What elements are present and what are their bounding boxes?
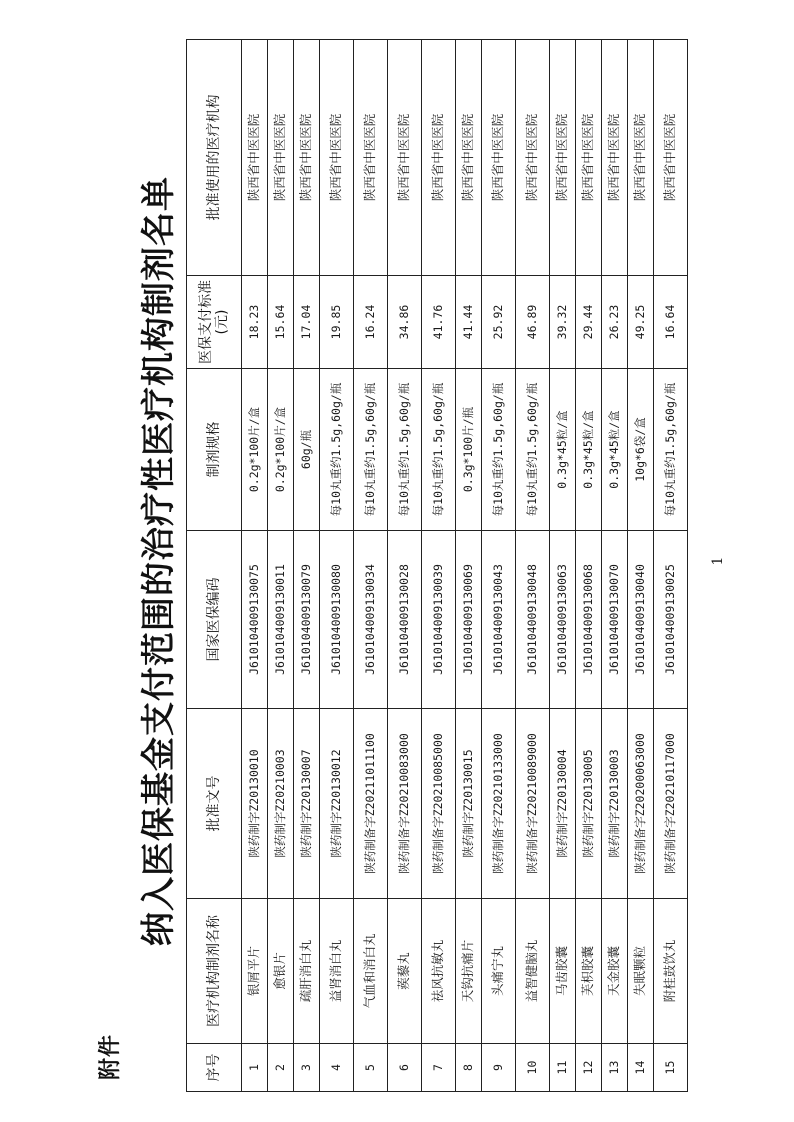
cell-price: 34.86	[388, 276, 422, 369]
cell-price: 15.64	[268, 276, 294, 369]
cell-no: 12	[576, 1044, 602, 1092]
cell-no: 3	[294, 1044, 320, 1092]
table-row	[550, 40, 576, 1092]
cell-spec: 10g*6袋/盒	[628, 369, 654, 531]
cell-code: J610104009130070	[602, 531, 628, 709]
cell-name: 银屑平片	[242, 899, 268, 1044]
cell-code: J610104009130043	[482, 531, 516, 709]
cell-spec: 60g/瓶	[294, 369, 320, 531]
cell-spec: 0.2g*100片/盒	[268, 369, 294, 531]
cell-approval: 陕药制备字Z20210117000	[654, 709, 688, 899]
cell-hospital: 陕西省中医医院	[550, 40, 576, 276]
cell-approval: 陕药制字Z20130007	[294, 709, 320, 899]
cell-no: 10	[516, 1044, 550, 1092]
cell-name: 失眠颗粒	[628, 899, 654, 1044]
cell-hospital: 陕西省中医医院	[456, 40, 482, 276]
cell-code: J610104009130069	[456, 531, 482, 709]
cell-code: J610104009130080	[320, 531, 354, 709]
cell-no: 13	[602, 1044, 628, 1092]
cell-price: 39.32	[550, 276, 576, 369]
cell-price: 49.25	[628, 276, 654, 369]
cell-approval: 陕药制备字Z20210083000	[388, 709, 422, 899]
page-number: 1	[710, 556, 726, 566]
table-row	[388, 40, 422, 1092]
cell-code: J610104009130034	[354, 531, 388, 709]
header-approval: 批准文号	[187, 709, 242, 899]
header-price: 医保支付标准(元)	[187, 276, 242, 369]
cell-name: 愈银片	[268, 899, 294, 1044]
cell-spec: 每10丸重约1.5g,60g/瓶	[654, 369, 688, 531]
cell-price: 41.76	[422, 276, 456, 369]
table-row	[628, 40, 654, 1092]
cell-hospital: 陕西省中医医院	[482, 40, 516, 276]
cell-hospital: 陕西省中医医院	[576, 40, 602, 276]
header-spec: 制剂规格	[187, 369, 242, 531]
cell-hospital: 陕西省中医医院	[628, 40, 654, 276]
table-row	[576, 40, 602, 1092]
cell-name: 益肾消白丸	[320, 899, 354, 1044]
table-row	[320, 40, 354, 1092]
cell-no: 14	[628, 1044, 654, 1092]
cell-no: 4	[320, 1044, 354, 1092]
cell-spec: 0.3g*100片/瓶	[456, 369, 482, 531]
cell-approval: 陕药制字Z20130012	[320, 709, 354, 899]
cell-hospital: 陕西省中医医院	[654, 40, 688, 276]
table-row	[602, 40, 628, 1092]
table-row	[242, 40, 268, 1092]
cell-approval: 陕药制备字Z20200063000	[628, 709, 654, 899]
cell-spec: 0.3g*45粒/盒	[602, 369, 628, 531]
cell-price: 19.85	[320, 276, 354, 369]
cell-approval: 陕药制备字Z20211011100	[354, 709, 388, 899]
header-no: 序号	[187, 1044, 242, 1092]
cell-no: 15	[654, 1044, 688, 1092]
cell-approval: 陕药制备字Z20210133000	[482, 709, 516, 899]
cell-spec: 每10丸重约1.5g,60g/瓶	[516, 369, 550, 531]
cell-name: 天钩抗痛片	[456, 899, 482, 1044]
cell-price: 41.44	[456, 276, 482, 369]
cell-hospital: 陕西省中医医院	[516, 40, 550, 276]
cell-price: 46.89	[516, 276, 550, 369]
cell-hospital: 陕西省中医医院	[602, 40, 628, 276]
cell-code: J610104009130063	[550, 531, 576, 709]
annex-label: 附件	[98, 1033, 123, 1080]
table-row	[294, 40, 320, 1092]
cell-code: J610104009130048	[516, 531, 550, 709]
cell-approval: 陕药制字Z20130004	[550, 709, 576, 899]
cell-code: J610104009130011	[268, 531, 294, 709]
cell-code: J610104009130068	[576, 531, 602, 709]
cell-approval: 陕药制字Z20130005	[576, 709, 602, 899]
header-name: 医疗机构制剂名称	[187, 899, 242, 1044]
cell-hospital: 陕西省中医医院	[422, 40, 456, 276]
table-row	[354, 40, 388, 1092]
cell-no: 9	[482, 1044, 516, 1092]
cell-code: J610104009130039	[422, 531, 456, 709]
table-header-row	[187, 40, 242, 1092]
cell-code: J61010400913007​5	[242, 531, 268, 709]
cell-hospital: 陕西省中医医院	[268, 40, 294, 276]
cell-name: 蒺藜丸	[388, 899, 422, 1044]
cell-name: 气血和消白丸	[354, 899, 388, 1044]
cell-spec: 每10丸重约1.5g,60g/瓶	[388, 369, 422, 531]
cell-price: 16.64	[654, 276, 688, 369]
header-code: 国家医保编码	[187, 531, 242, 709]
cell-code: J610104009130040	[628, 531, 654, 709]
cell-hospital: 陕西省中医医院	[294, 40, 320, 276]
table-row	[516, 40, 550, 1092]
cell-approval: 陕药制字Z20130003	[602, 709, 628, 899]
table-row	[268, 40, 294, 1092]
cell-code: J610104009130028	[388, 531, 422, 709]
cell-approval: 陕药制字Z20130010	[242, 709, 268, 899]
cell-approval: 陕药制备字Z20210089000	[516, 709, 550, 899]
cell-name: 疏肝消白丸	[294, 899, 320, 1044]
cell-name: 天金胶囊	[602, 899, 628, 1044]
cell-no: 5	[354, 1044, 388, 1092]
table-row	[422, 40, 456, 1092]
cell-name: 马齿胶囊	[550, 899, 576, 1044]
cell-spec: 0.3g*45粒/盒	[550, 369, 576, 531]
cell-name: 头痛宁丸	[482, 899, 516, 1044]
document-title: 纳入医保基金支付范围的治疗性医疗机构制剂名单	[139, 176, 179, 946]
cell-no: 11	[550, 1044, 576, 1092]
cell-no: 1	[242, 1044, 268, 1092]
cell-approval: 陕药制字Z20210003	[268, 709, 294, 899]
cell-no: 2	[268, 1044, 294, 1092]
cell-spec: 0.2g*100片/盒	[242, 369, 268, 531]
cell-spec: 每10丸重约1.5g,60g/瓶	[354, 369, 388, 531]
medicine-table	[186, 39, 688, 1092]
cell-name: 附桂鼓饮丸	[654, 899, 688, 1044]
cell-spec: 每10丸重约1.5g,60g/瓶	[320, 369, 354, 531]
cell-no: 8	[456, 1044, 482, 1092]
cell-no: 6	[388, 1044, 422, 1092]
table-row	[654, 40, 688, 1092]
cell-no: 7	[422, 1044, 456, 1092]
table-row	[482, 40, 516, 1092]
cell-spec: 0.3g*45粒/盒	[576, 369, 602, 531]
cell-price: 25.92	[482, 276, 516, 369]
cell-hospital: 陕西省中医医院	[320, 40, 354, 276]
cell-spec: 每10丸重约1.5g,60g/瓶	[422, 369, 456, 531]
cell-hospital: 陕西省中医医院	[242, 40, 268, 276]
cell-price: 29.44	[576, 276, 602, 369]
cell-spec: 每10丸重约1.5g,60g/瓶	[482, 369, 516, 531]
table-row	[456, 40, 482, 1092]
cell-code: J610104009130079	[294, 531, 320, 709]
cell-hospital: 陕西省中医医院	[354, 40, 388, 276]
header-hospital: 批准使用的医疗机构	[187, 40, 242, 276]
cell-name: 芙枳胶囊	[576, 899, 602, 1044]
cell-price: 17.04	[294, 276, 320, 369]
cell-hospital: 陕西省中医医院	[388, 40, 422, 276]
cell-approval: 陕药制备字Z20210085000	[422, 709, 456, 899]
cell-price: 16.24	[354, 276, 388, 369]
cell-name: 祛风抗敏丸	[422, 899, 456, 1044]
cell-name: 益智健脑丸	[516, 899, 550, 1044]
cell-price: 26.23	[602, 276, 628, 369]
cell-price: 18.23	[242, 276, 268, 369]
cell-approval: 陕药制字Z20130015	[456, 709, 482, 899]
cell-code: J610104009130025	[654, 531, 688, 709]
